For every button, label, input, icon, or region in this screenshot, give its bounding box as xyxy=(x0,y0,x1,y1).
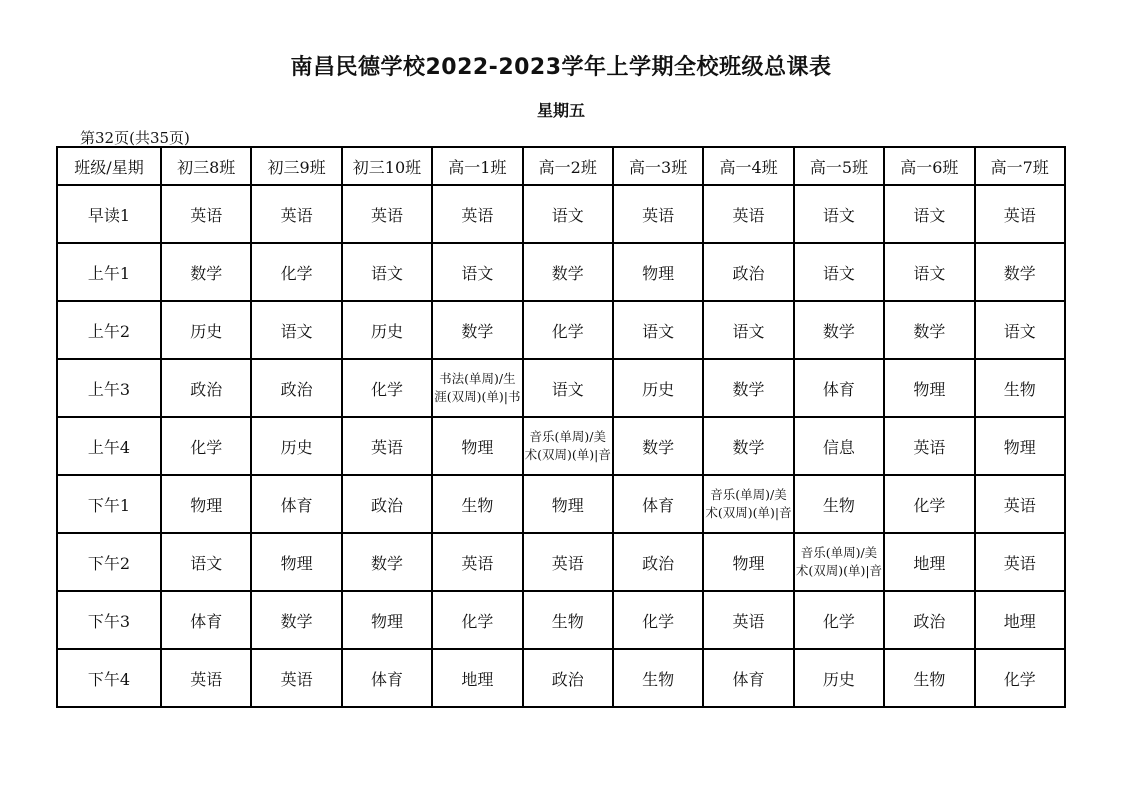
schedule-cell: 政治 xyxy=(703,243,793,301)
schedule-cell: 语文 xyxy=(342,243,432,301)
schedule-cell: 英语 xyxy=(161,185,251,243)
schedule-cell: 物理 xyxy=(342,591,432,649)
table-row xyxy=(57,359,1065,417)
schedule-cell: 语文 xyxy=(523,185,613,243)
schedule-cell: 生物 xyxy=(794,475,884,533)
schedule-cell: 英语 xyxy=(703,185,793,243)
class-header: 高一3班 xyxy=(613,147,703,185)
schedule-cell: 体育 xyxy=(613,475,703,533)
schedule-cell: 英语 xyxy=(613,185,703,243)
schedule-cell: 生物 xyxy=(432,475,522,533)
table-row xyxy=(57,649,1065,707)
schedule-cell: 体育 xyxy=(251,475,341,533)
schedule-cell: 语文 xyxy=(432,243,522,301)
schedule-cell: 化学 xyxy=(794,591,884,649)
schedule-cell: 书法(单周)/生涯(双周)(单)|书 xyxy=(432,359,522,417)
schedule-cell: 物理 xyxy=(523,475,613,533)
schedule-cell: 数学 xyxy=(794,301,884,359)
schedule-cell: 英语 xyxy=(884,417,974,475)
schedule-cell: 历史 xyxy=(342,301,432,359)
schedule-cell: 英语 xyxy=(251,185,341,243)
schedule-cell: 生物 xyxy=(884,649,974,707)
schedule-cell: 政治 xyxy=(161,359,251,417)
schedule-cell: 物理 xyxy=(251,533,341,591)
class-header: 高一4班 xyxy=(703,147,793,185)
class-header: 初三10班 xyxy=(342,147,432,185)
schedule-cell: 语文 xyxy=(703,301,793,359)
schedule-cell: 物理 xyxy=(432,417,522,475)
schedule-cell: 语文 xyxy=(794,243,884,301)
class-header: 高一2班 xyxy=(523,147,613,185)
table-row xyxy=(57,475,1065,533)
class-header: 高一1班 xyxy=(432,147,522,185)
schedule-cell: 生物 xyxy=(975,359,1065,417)
schedule-cell: 生物 xyxy=(613,649,703,707)
period-label: 下午4 xyxy=(57,649,161,707)
schedule-cell: 数学 xyxy=(613,417,703,475)
schedule-cell: 政治 xyxy=(251,359,341,417)
period-label: 下午2 xyxy=(57,533,161,591)
period-label: 上午2 xyxy=(57,301,161,359)
schedule-cell: 化学 xyxy=(432,591,522,649)
page-indicator: 第32页(共35页) xyxy=(80,129,190,147)
period-label: 上午3 xyxy=(57,359,161,417)
schedule-cell: 语文 xyxy=(613,301,703,359)
schedule-cell: 化学 xyxy=(884,475,974,533)
table-row xyxy=(57,301,1065,359)
schedule-cell: 物理 xyxy=(703,533,793,591)
schedule-cell: 信息 xyxy=(794,417,884,475)
schedule-cell: 历史 xyxy=(794,649,884,707)
schedule-cell: 化学 xyxy=(342,359,432,417)
schedule-cell: 化学 xyxy=(251,243,341,301)
class-header: 高一5班 xyxy=(794,147,884,185)
period-label: 上午4 xyxy=(57,417,161,475)
schedule-cell: 化学 xyxy=(613,591,703,649)
schedule-cell: 历史 xyxy=(613,359,703,417)
schedule-cell: 政治 xyxy=(342,475,432,533)
schedule-cell: 音乐(单周)/美术(双周)(单)|音 xyxy=(794,533,884,591)
table-row xyxy=(57,185,1065,243)
schedule-cell: 体育 xyxy=(794,359,884,417)
period-label: 上午1 xyxy=(57,243,161,301)
class-header: 初三8班 xyxy=(161,147,251,185)
schedule-table xyxy=(56,146,1066,708)
schedule-cell: 化学 xyxy=(523,301,613,359)
schedule-cell: 物理 xyxy=(613,243,703,301)
schedule-cell: 地理 xyxy=(884,533,974,591)
schedule-cell: 数学 xyxy=(884,301,974,359)
schedule-cell: 语文 xyxy=(161,533,251,591)
schedule-cell: 英语 xyxy=(523,533,613,591)
schedule-cell: 体育 xyxy=(703,649,793,707)
schedule-cell: 英语 xyxy=(975,185,1065,243)
schedule-cell: 语文 xyxy=(794,185,884,243)
schedule-cell: 数学 xyxy=(975,243,1065,301)
class-header: 初三9班 xyxy=(251,147,341,185)
schedule-cell: 物理 xyxy=(884,359,974,417)
schedule-cell: 英语 xyxy=(342,185,432,243)
schedule-cell: 英语 xyxy=(703,591,793,649)
schedule-cell: 政治 xyxy=(523,649,613,707)
weekday-subtitle: 星期五 xyxy=(536,101,585,120)
schedule-cell: 历史 xyxy=(161,301,251,359)
table-row xyxy=(57,591,1065,649)
schedule-cell: 政治 xyxy=(613,533,703,591)
schedule-cell: 英语 xyxy=(975,475,1065,533)
schedule-cell: 英语 xyxy=(432,185,522,243)
schedule-cell: 语文 xyxy=(523,359,613,417)
period-label: 下午3 xyxy=(57,591,161,649)
schedule-cell: 数学 xyxy=(523,243,613,301)
schedule-cell: 英语 xyxy=(161,649,251,707)
schedule-cell: 数学 xyxy=(161,243,251,301)
table-row xyxy=(57,243,1065,301)
schedule-cell: 体育 xyxy=(161,591,251,649)
page-title: 南昌民德学校2022-2023学年上学期全校班级总课表 xyxy=(290,55,832,80)
schedule-cell: 体育 xyxy=(342,649,432,707)
schedule-cell: 英语 xyxy=(975,533,1065,591)
schedule-cell: 语文 xyxy=(884,185,974,243)
class-header: 高一6班 xyxy=(884,147,974,185)
period-label: 早读1 xyxy=(57,185,161,243)
schedule-cell: 数学 xyxy=(432,301,522,359)
schedule-cell: 地理 xyxy=(975,591,1065,649)
schedule-cell: 化学 xyxy=(975,649,1065,707)
header-row xyxy=(57,147,1065,185)
schedule-cell: 音乐(单周)/美术(双周)(单)|音 xyxy=(703,475,793,533)
schedule-cell: 物理 xyxy=(161,475,251,533)
schedule-cell: 数学 xyxy=(251,591,341,649)
schedule-cell: 数学 xyxy=(342,533,432,591)
corner-header: 班级/星期 xyxy=(57,147,161,185)
schedule-cell: 音乐(单周)/美术(双周)(单)|音 xyxy=(523,417,613,475)
schedule-cell: 语文 xyxy=(975,301,1065,359)
schedule-cell: 物理 xyxy=(975,417,1065,475)
schedule-cell: 英语 xyxy=(342,417,432,475)
schedule-cell: 历史 xyxy=(251,417,341,475)
schedule-cell: 语文 xyxy=(251,301,341,359)
table-row xyxy=(57,417,1065,475)
table-row xyxy=(57,533,1065,591)
class-header: 高一7班 xyxy=(975,147,1065,185)
schedule-cell: 语文 xyxy=(884,243,974,301)
schedule-cell: 化学 xyxy=(161,417,251,475)
schedule-cell: 数学 xyxy=(703,359,793,417)
schedule-cell: 地理 xyxy=(432,649,522,707)
schedule-cell: 英语 xyxy=(251,649,341,707)
schedule-cell: 政治 xyxy=(884,591,974,649)
schedule-cell: 数学 xyxy=(703,417,793,475)
schedule-cell: 生物 xyxy=(523,591,613,649)
period-label: 下午1 xyxy=(57,475,161,533)
schedule-cell: 英语 xyxy=(432,533,522,591)
